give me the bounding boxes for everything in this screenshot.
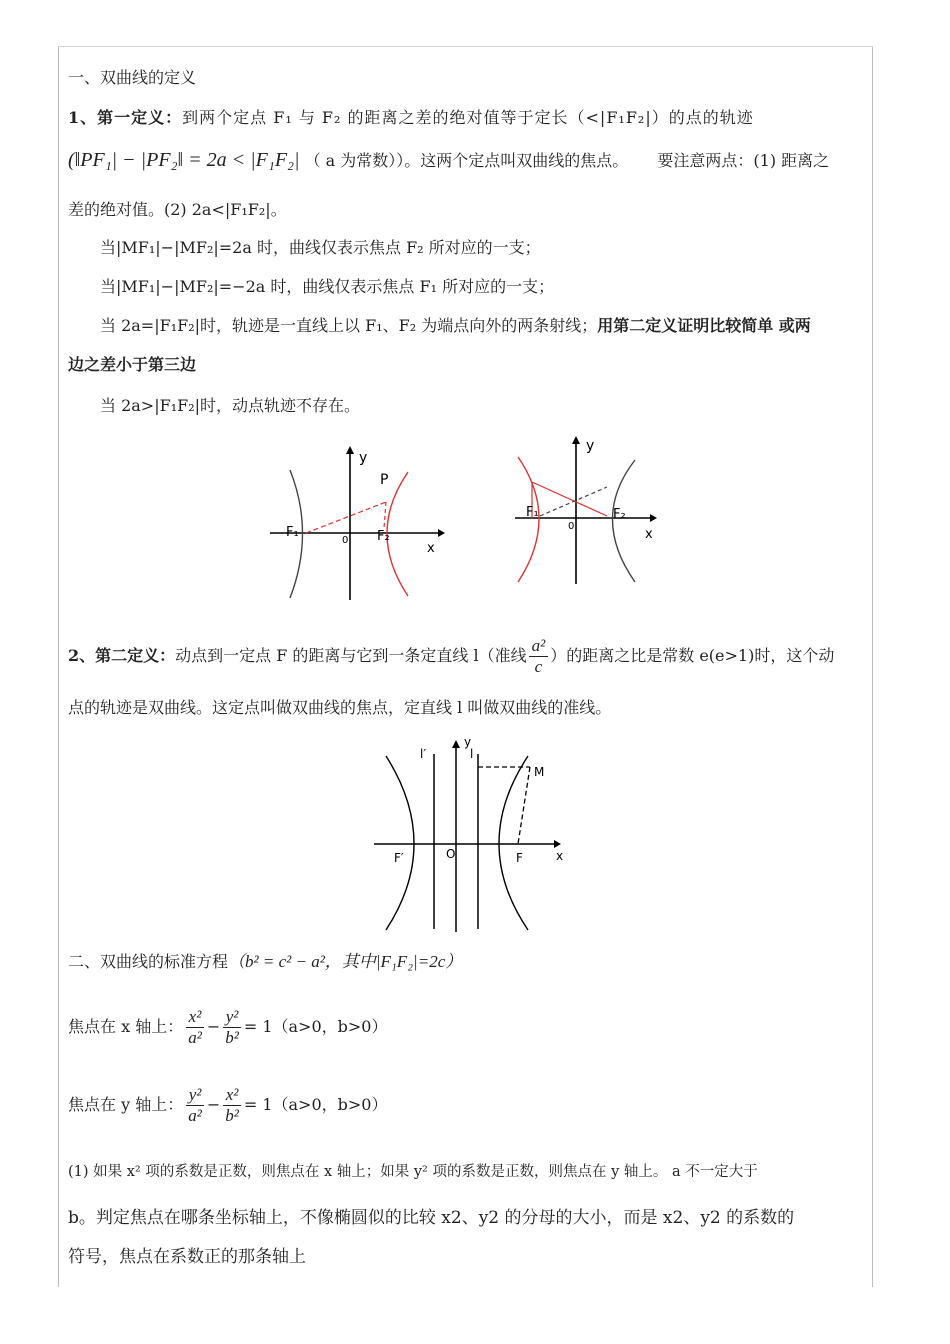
y-label: y xyxy=(586,438,595,454)
f-label: F xyxy=(516,851,523,865)
p-label: P xyxy=(380,472,389,488)
def1-text: 到两个定点 F₁ 与 F₂ 的距离之差的绝对值等于定长（<|F₁F₂|）的点的轨迹 xyxy=(182,108,754,127)
l-label: l xyxy=(470,747,474,761)
y-label: y xyxy=(464,735,472,749)
note3: 符号，焦点在系数正的那条轴上 xyxy=(68,1247,306,1267)
right-branch xyxy=(387,472,408,596)
def2-line: 2、第二定义：动点到一定点 F 的距离与它到一条定直线 l（准线 $\frac{\text{a²}}{c}$ ）的距离之比是常数 e(e>1)时，这个动 xyxy=(68,636,835,676)
def1-note: 要注意两点：(1) 距离之 xyxy=(657,151,830,170)
x-axis-equation: 焦点在 x 轴上： $\frac{\text{x²}}{\text{a²}}$ − $\frac{\text{y²}}{\text{b²}}$ = 1（a>0，b>0） xyxy=(68,1007,388,1047)
f1-label: F₁ xyxy=(526,505,539,520)
case1: 当|MF₁|−|MF₂|=2a 时，曲线仅表示焦点 F₂ 所对应的一支； xyxy=(100,238,541,257)
f2-label: F₂ xyxy=(613,507,626,522)
def1-label: 1、第一定义： xyxy=(68,108,183,127)
f1-label: F₁ xyxy=(286,525,299,540)
case2: 当|MF₁|−|MF₂|=−2a 时，曲线仅表示焦点 F₁ 所对应的一支； xyxy=(100,277,555,296)
y-label: y xyxy=(359,450,368,466)
origin-label: 0 xyxy=(568,521,575,532)
y-axis-equation: 焦点在 y 轴上： $\frac{\text{y²}}{\text{a²}}$ − $\frac{\text{x²}}{\text{b²}}$ = 1（a>0，b>0） xyxy=(68,1085,388,1125)
def1-formula: (‖PF₁| − |PF₂‖ = 2a < |F₁F₂| xyxy=(68,149,300,171)
section2-formula: （b² = c² − a²，其中|F₁F₂|=2c） xyxy=(228,952,463,971)
case3-text: 当 2a=|F₁F₂|时，轨迹是一直线上以 F₁、F₂ 为端点向外的两条射线； xyxy=(100,316,598,335)
note2: b。判定焦点在哪条坐标轴上，不像椭圆似的比较 x2、y2 的分母的大小，而是 x2、y2 的系数的 xyxy=(68,1208,795,1228)
def2-cont: 点的轨迹是双曲线。这定点叫做双曲线的焦点，定直线 l 叫做双曲线的准线。 xyxy=(68,698,612,717)
case3-cont: 边之差小于第三边 xyxy=(68,355,197,374)
def1-formula-line xyxy=(68,148,829,173)
x-label: x xyxy=(645,527,653,542)
note1: (1) 如果 x² 项的系数是正数，则焦点在 x 轴上；如果 y² 项的系数是正数，则焦点在 y 轴上。 a 不一定大于 xyxy=(68,1164,758,1180)
directrix-figure xyxy=(372,734,572,934)
section1-title: 一、双曲线的定义 xyxy=(68,68,197,87)
m-label: M xyxy=(534,765,545,779)
origin-label: O xyxy=(446,847,456,861)
def1-cont: 差的绝对值。(2) 2a<|F₁F₂|。 xyxy=(68,200,287,219)
directrix-fraction: $\frac{\text{a²}}{c}$ xyxy=(529,636,549,677)
def1-line xyxy=(68,106,754,130)
f-prime-label: F′ xyxy=(394,851,404,865)
case3-line xyxy=(100,314,811,338)
hyperbola-figure-right xyxy=(510,432,660,587)
case4: 当 2a>|F₁F₂|时，动点轨迹不存在。 xyxy=(100,396,361,415)
l-prime-label: l′ xyxy=(420,747,427,761)
def2-label: 2、第二定义： xyxy=(68,646,176,665)
x-label: x xyxy=(556,849,564,863)
hyperbola-figure-left xyxy=(270,440,445,605)
case3-note: 用第二定义证明比较简单 或两 xyxy=(597,316,811,335)
origin-label: 0 xyxy=(342,535,349,546)
f2-label: F₂ xyxy=(377,529,390,544)
section2-title: 二、双曲线的标准方程 xyxy=(68,952,229,971)
section2-title-line xyxy=(68,950,462,974)
def1-const: （ a 为常数））。这两个定点叫双曲线的焦点。 xyxy=(304,151,629,170)
x-label: x xyxy=(427,541,435,556)
